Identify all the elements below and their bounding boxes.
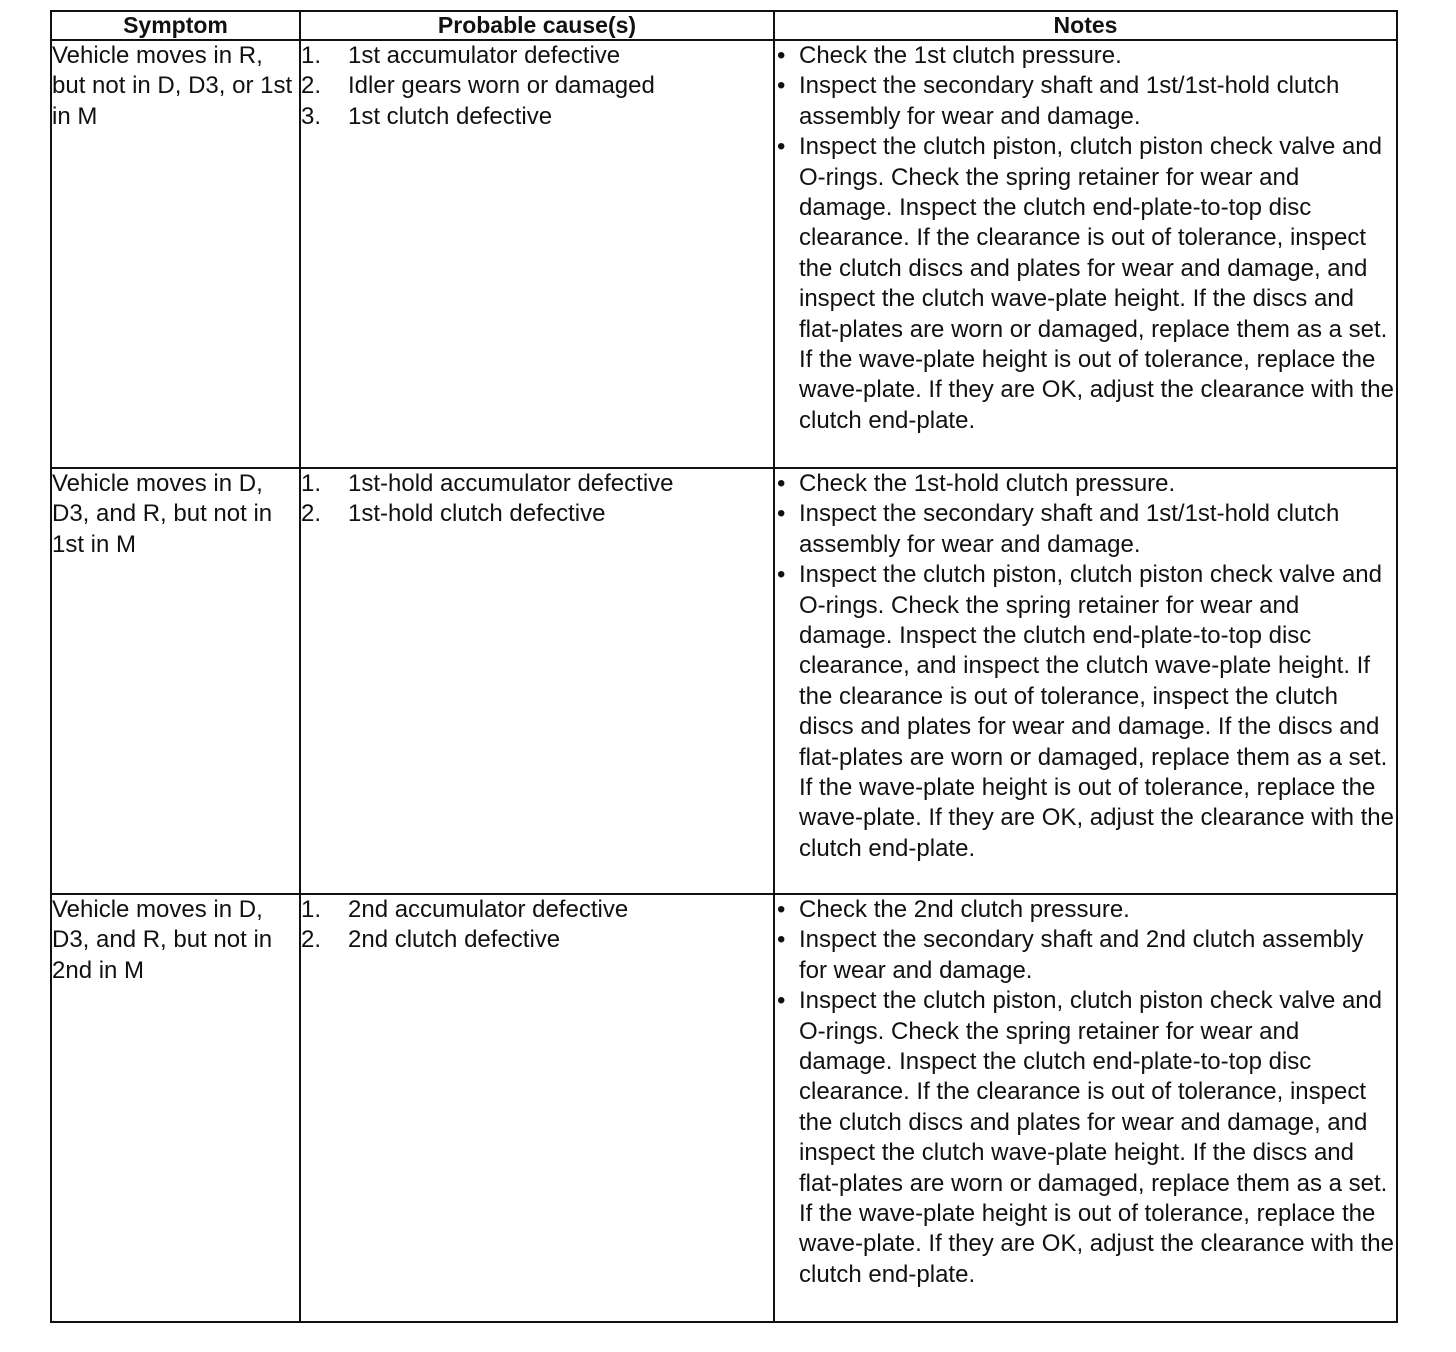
note-text: Check the 2nd clutch pressure. — [799, 896, 1130, 923]
header-symptom: Symptom — [51, 11, 300, 40]
note-item — [775, 499, 1396, 560]
cause-item — [301, 102, 773, 132]
cause-item — [301, 499, 773, 529]
causes-cell — [300, 894, 774, 1322]
notes-cell — [774, 894, 1397, 1322]
note-text: Inspect the secondary shaft and 1st/1st-hold clutch assembly for wear and damage. — [799, 72, 1340, 130]
bullet-icon: • — [777, 896, 786, 923]
note-item — [775, 560, 1396, 864]
note-text: Inspect the secondary shaft and 2nd clutch assembly for wear and damage. — [799, 926, 1364, 984]
notes-cell — [774, 40, 1397, 468]
symptom-cell: Vehicle moves in R, but not in D, D3, or 1st in M — [51, 40, 300, 468]
causes-cell — [300, 468, 774, 894]
note-item — [775, 895, 1396, 925]
cause-text: 2nd accumulator defective — [348, 896, 629, 923]
note-text: Inspect the clutch piston, clutch piston check valve and O-rings. Check the spring retainer for wear and damage. Inspect the clutch end-plate-to-top disc clearance. If the clearance is out of tolerance, inspect the clutch discs and plates for wear and damage, and inspect the clutch wave-plate height. If the discs and flat-plates are worn or damaged, replace them as a set. If the wave-plate height is out of tolerance, replace the wave-plate. If they are OK, adjust the clearance with the clutch end-plate. — [799, 133, 1394, 434]
table-row — [51, 894, 1397, 1322]
bullet-icon: • — [777, 987, 786, 1015]
note-item — [775, 986, 1396, 1290]
bullet-icon: • — [777, 561, 786, 589]
cause-item — [301, 895, 773, 925]
note-text: Inspect the clutch piston, clutch piston check valve and O-rings. Check the spring retainer for wear and damage. Inspect the clutch end-plate-to-top disc clearance. If the clearance is out of tolerance, inspect the clutch discs and plates for wear and damage, and inspect the clutch wave-plate height. If the discs and flat-plates are worn or damaged, replace them as a set. If the wave-plate height is out of tolerance, replace the wave-plate. If they are OK, adjust the clearance with the clutch end-plate. — [799, 987, 1394, 1288]
cause-item — [301, 71, 773, 101]
note-item — [775, 469, 1396, 499]
note-item — [775, 925, 1396, 986]
note-text: Check the 1st-hold clutch pressure. — [799, 470, 1176, 497]
troubleshooting-table — [50, 10, 1398, 1323]
bullet-icon: • — [777, 926, 786, 954]
table-row — [51, 468, 1397, 894]
table-row — [51, 40, 1397, 468]
header-notes: Notes — [774, 11, 1397, 40]
cause-text: 1st accumulator defective — [348, 42, 621, 69]
symptom-cell: Vehicle moves in D, D3, and R, but not in 2nd in M — [51, 894, 300, 1322]
cause-text: Idler gears worn or damaged — [348, 72, 655, 100]
note-text: Inspect the secondary shaft and 1st/1st-hold clutch assembly for wear and damage. — [799, 500, 1340, 558]
cause-item — [301, 41, 773, 71]
header-probable-causes: Probable cause(s) — [300, 11, 774, 40]
cause-item — [301, 469, 773, 499]
cause-text: 2nd clutch defective — [348, 926, 561, 954]
cause-item — [301, 925, 773, 955]
bullet-icon: • — [777, 42, 786, 69]
cause-number: 2. — [301, 72, 322, 100]
bullet-icon: • — [777, 470, 786, 497]
cause-text: 1st clutch defective — [348, 102, 553, 130]
bullet-icon: • — [777, 133, 786, 161]
note-item — [775, 71, 1396, 132]
cause-number: 1. — [301, 896, 322, 923]
cause-number: 3. — [301, 102, 322, 130]
cause-number: 1. — [301, 42, 322, 69]
note-item — [775, 132, 1396, 436]
bullet-icon: • — [777, 72, 786, 100]
notes-cell — [774, 468, 1397, 894]
note-text: Check the 1st clutch pressure. — [799, 42, 1122, 69]
note-item — [775, 41, 1396, 71]
cause-text: 1st-hold clutch defective — [348, 500, 606, 528]
cause-text: 1st-hold accumulator defective — [348, 470, 674, 497]
header-row — [51, 11, 1397, 40]
cause-number: 1. — [301, 470, 322, 497]
symptom-cell: Vehicle moves in D, D3, and R, but not in 1st in M — [51, 468, 300, 894]
cause-number: 2. — [301, 926, 322, 954]
bullet-icon: • — [777, 500, 786, 528]
cause-number: 2. — [301, 500, 322, 528]
note-text: Inspect the clutch piston, clutch piston check valve and O-rings. Check the spring retainer for wear and damage. Inspect the clutch end-plate-to-top disc clearance, and inspect the clutch wave-plate height. If the clearance is out of tolerance, inspect the clutch discs and plates for wear and damage. If the discs and flat-plates are worn or damaged, replace them as a set. If the wave-plate height is out of tolerance, replace the wave-plate. If they are OK, adjust the clearance with the clutch end-plate. — [799, 561, 1394, 862]
causes-cell — [300, 40, 774, 468]
